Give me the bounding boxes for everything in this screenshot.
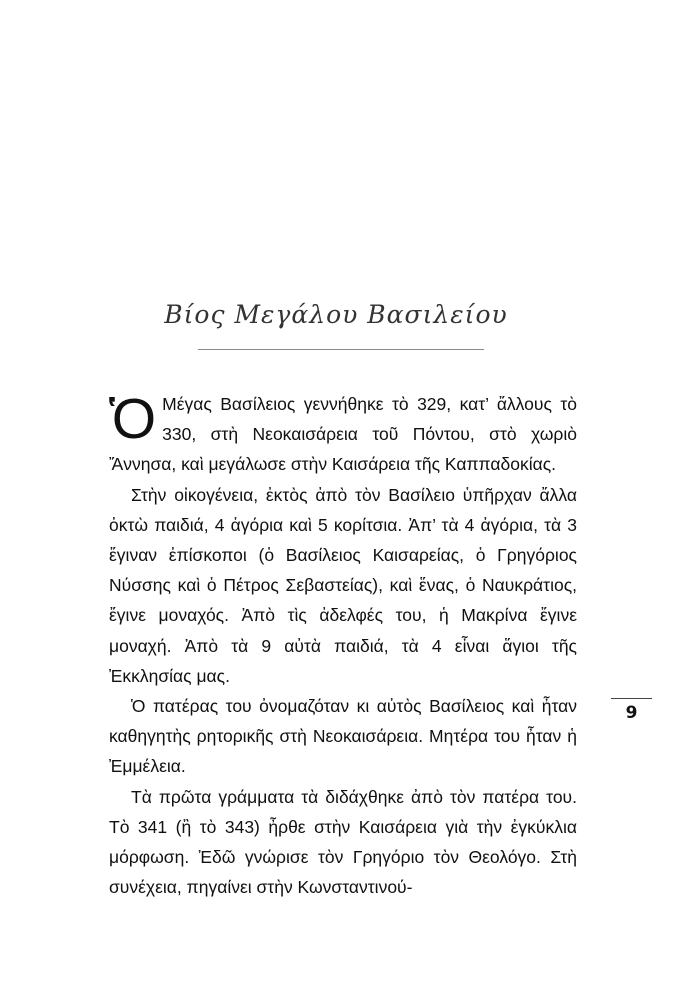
body-text	[109, 389, 577, 902]
paragraph-3: Ὁ πατέρας του ὀνομαζόταν κι αὐτὸς Βασίλειος καὶ ἦταν καθηγητὴς ρητορικῆς στὴ Νεοκαισάρεια. Μητέρα του ἦταν ἡ Ἐμμέλεια.	[109, 696, 577, 777]
page-number: 9	[625, 703, 638, 723]
page-number-rule	[611, 698, 652, 699]
paragraph-1	[109, 389, 577, 480]
paragraph-1-text: Μέγας Βασίλειος γεννήθηκε τὸ 329, κατ’ ἄλλους τὸ 330, στὴ Νεοκαισάρεια τοῦ Πόντου, στὸ χωριὸ Ἄννησα, καὶ μεγάλωσε στὴν Καισάρεια τῆς Καππαδοκίας.	[109, 394, 577, 475]
title-underline	[198, 349, 484, 350]
chapter-title: Βίος Μεγάλου Βασιλείου	[164, 300, 508, 329]
drop-cap: Ὁ	[109, 387, 157, 451]
paragraph-4: Τὰ πρῶτα γράμματα τὰ διδάχθηκε ἀπὸ τὸν πατέρα του. Τὸ 341 (ἢ τὸ 343) ἦρθε στὴν Καισάρεια γιὰ τὴν ἐγκύκλια μόρφωση. Ἐδῶ γνώρισε τὸν Γρηγόριο τὸν Θεολόγο. Στὴ συνέχεια, πηγαίνει στὴν Κωνσταντινού-	[109, 786, 577, 898]
paragraph-2: Στὴν οἰκογένεια, ἐκτὸς ἀπὸ τὸν Βασίλειο ὑπῆρχαν ἄλλα ὀκτὼ παιδιά, 4 ἀγόρια καὶ 5 κορίτσια. Ἀπ’ τὰ 4 ἀγόρια, τὰ 3 ἔγιναν ἐπίσκοποι (ὁ Βασίλειος Καισαρείας, ὁ Γρηγόριος Νύσσης καὶ ὁ Πέτρος Σεβαστείας), καὶ ἕνας, ὁ Ναυκράτιος, ἔγινε μοναχός. Ἀπὸ τὶς ἀδελφές του, ἡ Μακρίνα ἔγινε μοναχή. Ἀπὸ τὰ 9 αὐτὰ παιδιά, τὰ 4 εἶναι ἅγιοι τῆς Ἐκκλησίας μας.	[109, 484, 577, 686]
